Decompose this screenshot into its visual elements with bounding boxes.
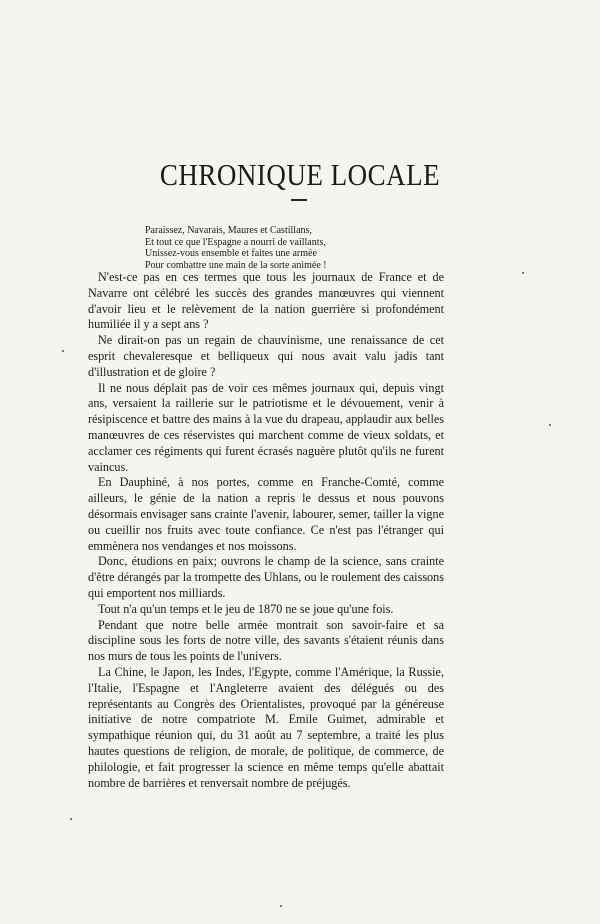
body-text <box>88 270 444 791</box>
paper-speck <box>70 818 72 820</box>
epigraph-line: Et tout ce que l'Espagne a nourri de vaillants, <box>145 236 326 248</box>
paper-speck <box>280 905 282 907</box>
paper-speck <box>522 272 524 274</box>
paragraph: Donc, étudions en paix; ouvrons le champ de la science, sans crainte d'être dérangés par la trompette des Uhlans, ou le roulement des caissons qui emportent nos milliards. <box>88 554 444 600</box>
epigraph-line: Paraissez, Navarais, Maures et Castillans, <box>145 225 312 236</box>
paragraph: En Dauphiné, à nos portes, comme en Franche-Comté, comme ailleurs, le génie de la nation a repris le dessus et nous pouvons désormais envisager sans crainte l'avenir, labourer, semer, tailler la vigne ou cueillir nos fruits avec toute confiance. Ce n'est pas l'étranger qui emmènera nos vendanges et nos moissons. <box>88 475 444 553</box>
title-rule <box>291 199 307 201</box>
paragraph: Ne dirait-on pas un regain de chauvinisme, une renaissance de cet esprit chevaleresque et belliqueux qui nous avait valu jadis tant d'illustration et de gloire ? <box>88 333 444 379</box>
paragraph: Pendant que notre belle armée montrait son savoir-faire et sa discipline sous les forts de notre ville, des savants s'étaient réunis dans nos murs de tous les points de l'univers. <box>88 617 444 664</box>
paragraph: Tout n'a qu'un temps et le jeu de 1870 ne se joue qu'une fois. <box>98 601 394 616</box>
paragraph: La Chine, le Japon, les Indes, l'Egypte, comme l'Amérique, la Russie, l'Italie, l'Espagne et l'Angleterre avaient des délégués ou des représentants au Congrès des Orientalistes, provoqué par la généreuse initiative de notre compatriote M. Emile Guimet, admirable et sympathique réunion qui, du 31 août au 7 septembre, a traité les plus hautes questions de religion, de morale, de politique, de commerce, de philologie, et fait progresser la science en même temps qu'elle abattait nombre de barrières et renversait nombre de préjugés. <box>88 664 444 790</box>
paragraph: Il ne nous déplait pas de voir ces mêmes journaux qui, depuis vingt ans, versaient la raillerie sur le patriotisme et le dévouement, venir à résipiscence et battre des mains à la vue du drapeau, applaudir aux belles manœuvres de ces réservistes qui marchent comme de vieux soldats, et acclamer ces régiments qui furent écrasés naguère plutôt qu'ils ne furent vaincus. <box>88 380 444 474</box>
paper-speck <box>62 350 64 352</box>
epigraph-line: Pour combattre une main de la sorte animée ! <box>145 259 327 271</box>
paragraph: N'est-ce pas en ces termes que tous les journaux de France et de Navarre ont célébré les succès des grandes manœuvres qui viennent d'avoir lieu et le relèvement de la nation guerrière si profondément humiliée il y a sept ans ? <box>88 270 444 332</box>
page-title: CHRONIQUE LOCALE <box>159 158 441 192</box>
epigraph-line: Unissez-vous ensemble et faites une armée <box>145 248 317 260</box>
epigraph <box>145 225 445 271</box>
paper-speck <box>549 424 551 426</box>
